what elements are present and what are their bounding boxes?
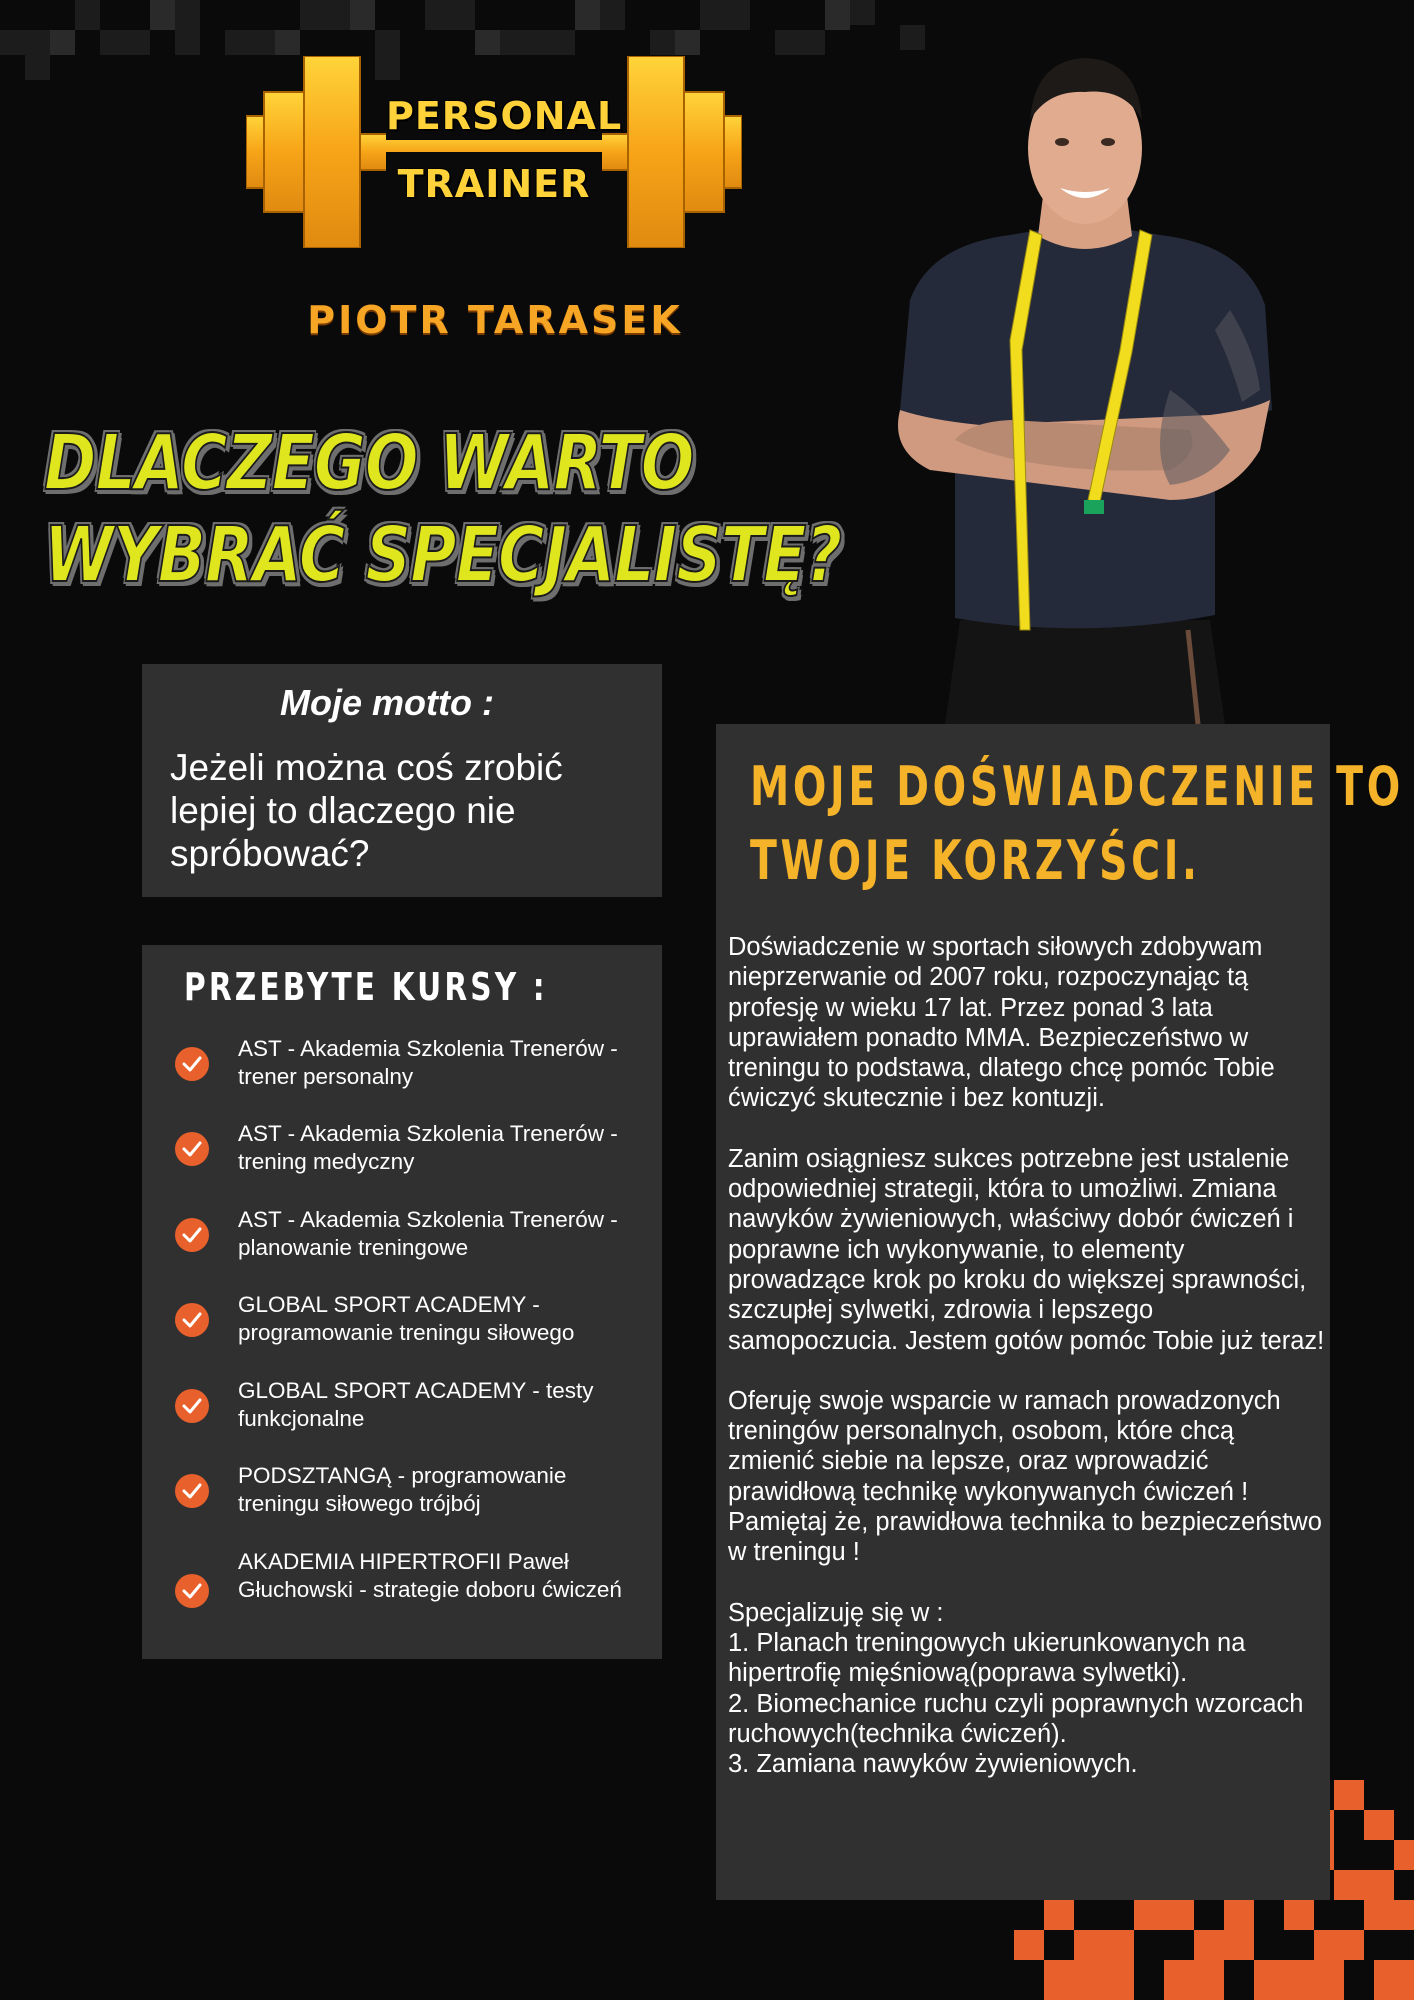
check-icon <box>175 1474 209 1508</box>
experience-body <box>728 932 1326 1779</box>
trainer-photo <box>870 30 1290 724</box>
specialty-item: 2. Biomechanice ruchu czyli poprawnych wzorcach ruchowych(technika ćwiczeń). <box>728 1689 1304 1748</box>
motto-text: Jeżeli można coś zrobić lepiej to dlaczego nie spróbować? <box>170 747 563 874</box>
course-text: AST - Akademia Szkolenia Trenerów - planowanie treningowe <box>238 1207 618 1260</box>
experience-title-line-1: MOJE DOŚWIADCZENIE TO <box>750 755 1404 818</box>
check-icon <box>175 1389 209 1423</box>
headline-line-2: WYBRAĆ SPECJALISTĘ? <box>44 511 842 600</box>
experience-title-line-2: TWOJE KORZYŚCI. <box>750 829 1201 892</box>
check-icon <box>175 1574 209 1608</box>
page-headline <box>44 418 842 602</box>
motto-title: Moje motto : <box>280 682 494 723</box>
specialty-item: 1. Planach treningowych ukierunkowanych na hipertrofię mięśniową(poprawa sylwetki). <box>728 1628 1246 1688</box>
course-text: AKADEMIA HIPERTROFII Paweł Głuchowski - strategie doboru ćwiczeń <box>238 1549 622 1602</box>
check-icon <box>175 1132 209 1166</box>
check-icon <box>175 1303 209 1337</box>
experience-paragraph-2: Zanim osiągniesz sukces potrzebne jest ustalenie odpowiedniej strategii, która to umożliwi. Zmiana nawyków żywieniowych, właściwy dobór ćwiczeń i poprawne ich wykonywanie, to elementy prowadzące krok po kroku do większej sprawności, szczupłej sylwetki, zdrowia i lepszego samopoczucia. Jestem gotów pomóc Tobie już teraz! <box>728 1144 1325 1355</box>
experience-paragraph-3: Oferuję swoje wsparcie w ramach prowadzonych treningów personalnych, osobom, które chcą zmienić siebie na lepsze, oraz wprowadzić prawidłową technikę wykonywanych ćwiczeń ! Pamiętaj że, prawidłowa technika to bezpieczeństwo w treningu ! <box>728 1386 1322 1567</box>
courses-title: PRZEBYTE KURSY : <box>184 965 548 1009</box>
specialty-item: 3. Zamiana nawyków żywieniowych. <box>728 1750 1138 1779</box>
check-icon <box>175 1218 209 1252</box>
personal-trainer-logo <box>246 56 742 248</box>
course-text: GLOBAL SPORT ACADEMY - programowanie treningu siłowego <box>238 1292 575 1345</box>
headline-line-1: DLACZEGO WARTO <box>44 419 694 508</box>
specialties-intro: Specjalizuję się w : <box>728 1598 944 1627</box>
dumbbell-icon <box>246 56 742 248</box>
logo-word-trainer: TRAINER <box>397 162 591 206</box>
check-icon <box>175 1047 209 1081</box>
logo-word-personal: PERSONAL <box>386 94 623 138</box>
experience-title <box>750 750 1404 898</box>
courses-panel <box>142 945 662 1659</box>
course-text: PODSZTANGĄ - programowanie treningu siłowego trójbój <box>238 1463 567 1516</box>
trainer-name: PIOTR TARASEK <box>307 298 683 342</box>
motto-panel <box>142 664 662 897</box>
course-text: AST - Akademia Szkolenia Trenerów - trener personalny <box>238 1036 618 1089</box>
experience-panel <box>716 724 1404 1900</box>
course-text: AST - Akademia Szkolenia Trenerów - trening medyczny <box>238 1121 618 1174</box>
course-text: GLOBAL SPORT ACADEMY - testy funkcjonalne <box>238 1378 594 1431</box>
experience-paragraph-1: Doświadczenie w sportach siłowych zdobywam nieprzerwanie od 2007 roku, rozpoczynając tą profesję w wieku 17 lat. Przez ponad 3 lata uprawiałem ponadto MMA. Bezpieczeństwo w treningu to podstawa, dlatego chcę pomóc Tobie ćwiczyć skutecznie i bez kontuzji. <box>728 933 1275 1113</box>
